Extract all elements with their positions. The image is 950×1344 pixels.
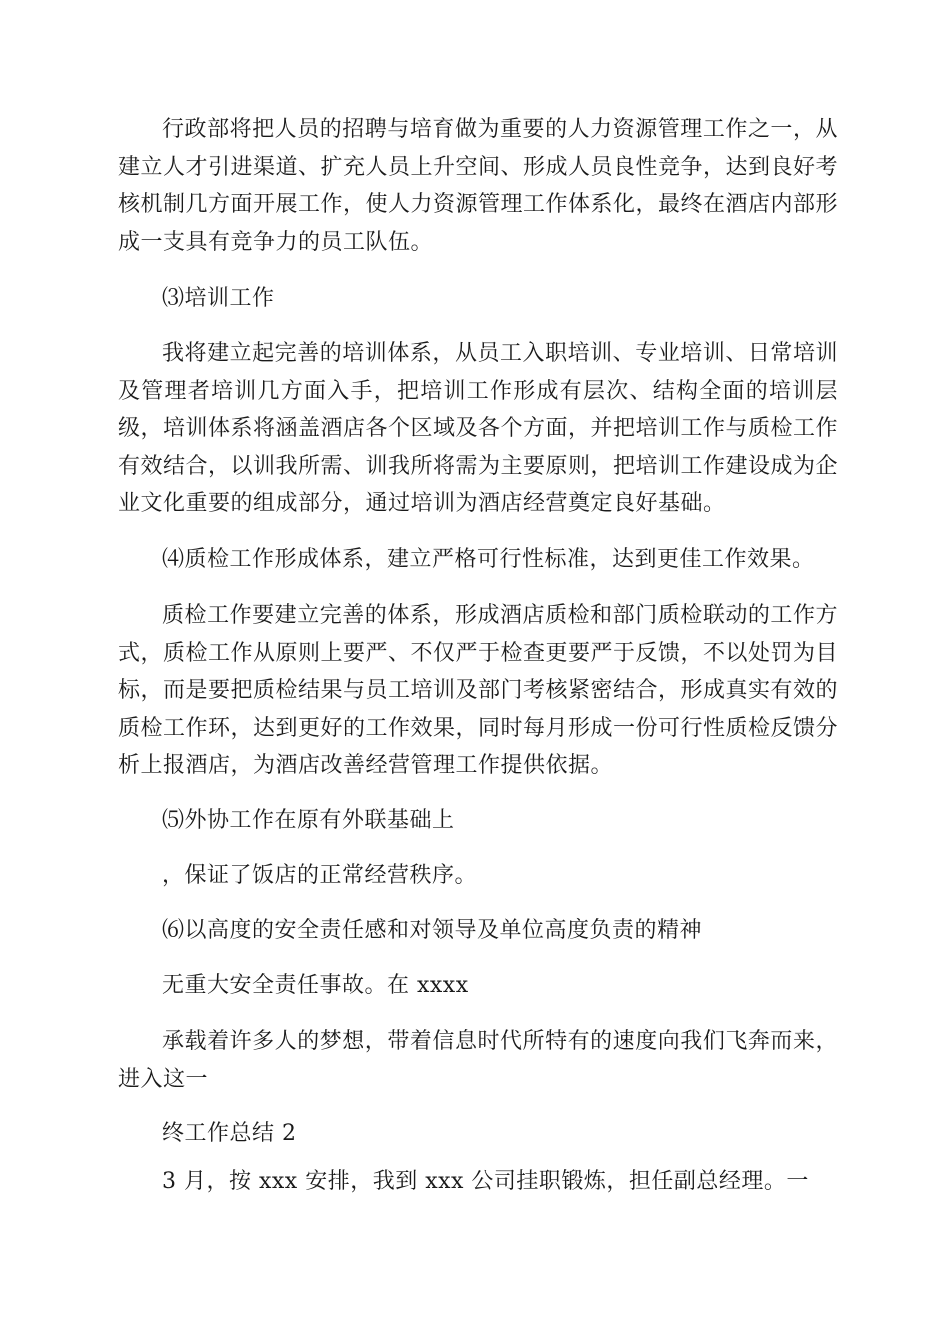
paragraph-hr-recruitment: 行政部将把人员的招聘与培育做为重要的人力资源管理工作之一，从建立人才引进渠道、扩充人员上升空间、形成人员良性竞争，达到良好考核机制几方面开展工作，使人力资源管理工作体系化，最终在酒店内部形成一支具有竞争力的员工队伍。 bbox=[118, 117, 839, 255]
heading-quality-inspection: ⑷质检工作形成体系，建立严格可行性标准，达到更佳工作效果。 bbox=[162, 547, 815, 572]
heading-external-coordination: ⑸外协工作在原有外联基础上 bbox=[162, 808, 455, 833]
paragraph-training-system: 我将建立起完善的培训体系，从员工入职培训、专业培训、日常培训及管理者培训几方面入手，把培训工作形成有层次、结构全面的培训层级，培训体系将涵盖酒店各个区域及各个方面，并把培训工作与质检工作有效结合，以训我所需、训我所将需为主要原则，把培训工作建设成为企业文化重要的组成部分，通过培训为酒店经营奠定良好基础。 bbox=[118, 341, 839, 516]
paragraph-operation-order: ，保证了饭店的正常经营秩序。 bbox=[162, 863, 478, 888]
heading-training-work: ⑶培训工作 bbox=[162, 286, 275, 311]
heading-safety-responsibility: ⑹以高度的安全责任感和对领导及单位高度负责的精神 bbox=[162, 918, 703, 943]
heading-summary-2: 终工作总结 2 bbox=[162, 1121, 297, 1146]
paragraph-assignment: 3 月，按 xxx 安排，我到 xxx 公司挂职锻炼，担任副总经理。一 bbox=[162, 1169, 809, 1194]
paragraph-quality-inspection: 质检工作要建立完善的体系，形成酒店质检和部门质检联动的工作方式，质检工作从原则上要严、不仅严于检查更要严于反馈，不以处罚为目标，而是要把质检结果与员工培训及部门考核紧密结合，形成真实有效的质检工作环，达到更好的工作效果，同时每月形成一份可行性质检反馈分析上报酒店，为酒店改善经营管理工作提供依据。 bbox=[118, 603, 839, 778]
paragraph-no-accident: 无重大安全责任事故。在 xxxx bbox=[162, 973, 469, 998]
paragraph-information-age: 承载着许多人的梦想，带着信息时代所特有的速度向我们飞奔而来，进入这一 bbox=[118, 1029, 838, 1092]
